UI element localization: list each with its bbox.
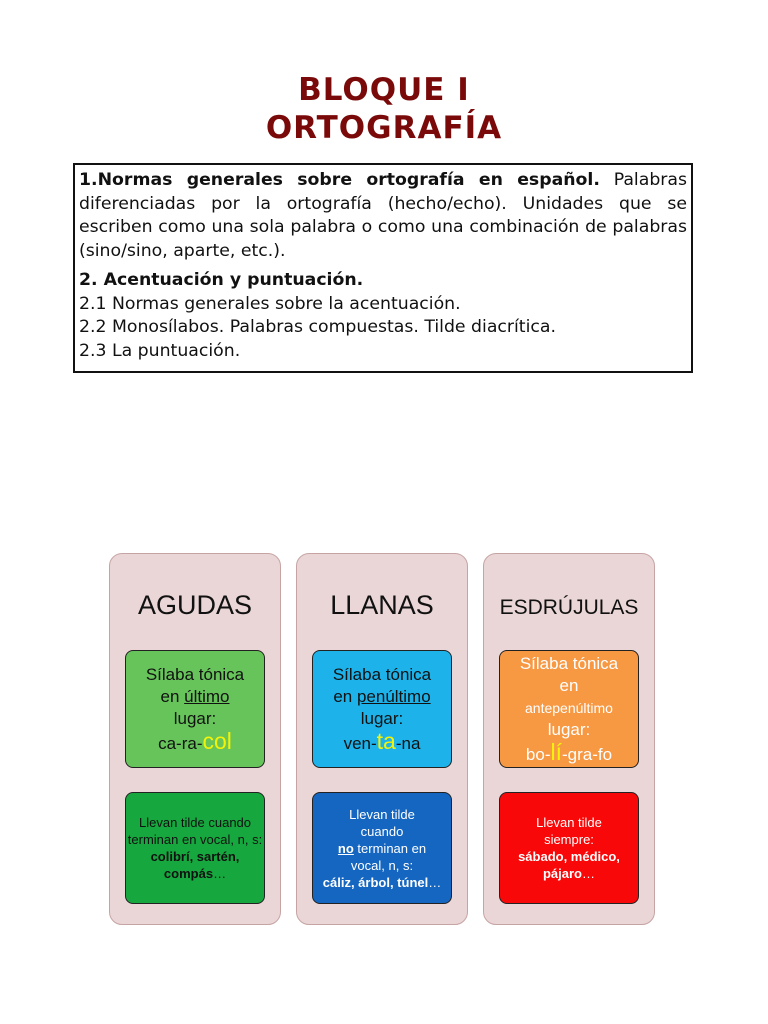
section-1-heading: 1.Normas generales sobre ortografía en español. bbox=[79, 170, 600, 190]
section-2-item: 2.2 Monosílabos. Palabras compuestas. Tilde diacrítica. bbox=[79, 317, 556, 337]
page-title: BLOQUE I bbox=[298, 72, 470, 108]
rule-examples: cáliz, árbol, túnel… bbox=[322, 874, 442, 890]
definition-line: en bbox=[559, 675, 579, 695]
column-title: LLANAS bbox=[330, 590, 434, 620]
rule-text: Llevan tilde cuando terminan en vocal, n, s: colibrí, sartén, compás… bbox=[127, 815, 263, 881]
example-word: ca-ra-col bbox=[158, 727, 232, 754]
example-word: ven-ta-na bbox=[343, 727, 421, 754]
contents-box bbox=[73, 163, 693, 373]
section-2-item: 2.3 La puntuación. bbox=[79, 340, 241, 361]
definition-line: en penúltimo bbox=[333, 686, 431, 706]
section-2-item: 2.1 Normas generales sobre la acentuación. bbox=[79, 293, 461, 314]
rule-examples: sábado, médico, pájaro… bbox=[518, 849, 620, 881]
definition-card bbox=[312, 650, 452, 768]
definition-line: lugar: bbox=[173, 708, 217, 728]
definition-line: Sílaba tónica bbox=[145, 664, 245, 684]
rule-card bbox=[499, 792, 639, 904]
definition-line: Sílaba tónica bbox=[332, 664, 432, 684]
example-word: bo-lí-gra-fo bbox=[525, 738, 613, 765]
column-title: ESDRÚJULAS bbox=[499, 596, 639, 619]
definition-line: antepenúltimo bbox=[525, 699, 613, 716]
definition-line: lugar: bbox=[360, 708, 404, 728]
section-2-heading: 2. Acentuación y puntuación. bbox=[79, 270, 364, 290]
column-llanas bbox=[296, 553, 468, 925]
definition-line: Sílaba tónica bbox=[519, 653, 619, 673]
column-title: AGUDAS bbox=[137, 590, 253, 620]
definition-line: en último bbox=[160, 686, 230, 706]
section-1 bbox=[79, 169, 687, 263]
column-agudas bbox=[109, 553, 281, 925]
rule-line: Llevan tilde bbox=[349, 806, 415, 822]
rule-card bbox=[125, 792, 265, 904]
definition-card bbox=[125, 650, 265, 768]
page-subtitle: ORTOGRAFÍA bbox=[265, 110, 503, 146]
rule-line: siempre: bbox=[544, 832, 594, 847]
rule-line: no terminan en bbox=[337, 840, 427, 856]
rule-card bbox=[312, 792, 452, 904]
rule-line: vocal, n, s: bbox=[350, 857, 414, 873]
definition-line: lugar: bbox=[547, 719, 591, 739]
rule-line: cuando bbox=[360, 823, 404, 839]
rule-line: Llevan tilde bbox=[536, 815, 602, 830]
section-1-text: Palabras diferenciadas por la ortografía (hecho/echo). Unidades que se escriben como una sola palabra o como una combinación de palabras (sino/sino, aparte, etc.). bbox=[79, 170, 687, 261]
column-esdrujulas bbox=[483, 553, 655, 925]
definition-card bbox=[499, 650, 639, 768]
